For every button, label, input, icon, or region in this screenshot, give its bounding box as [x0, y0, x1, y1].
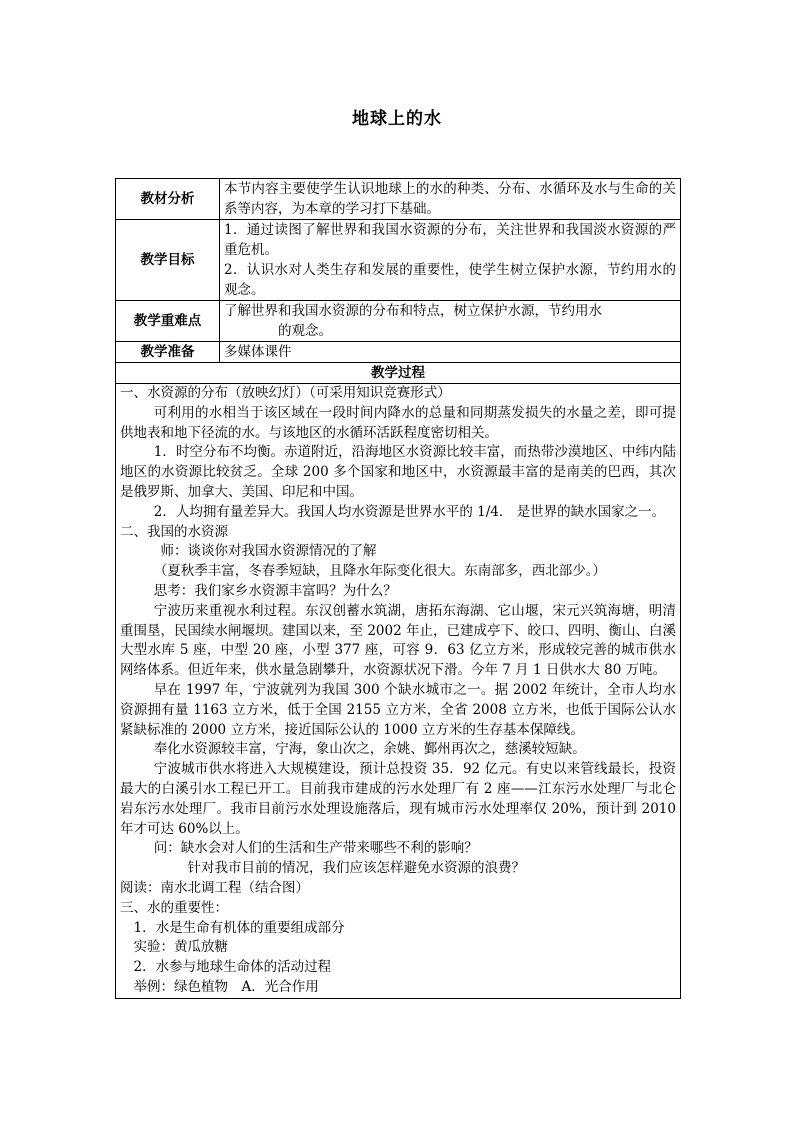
- table-row-material-analysis: [116, 179, 681, 220]
- goal-item-2: 2．认识水对人类生存和发展的重要性，使学生树立保护水源，节约用水的观念。: [224, 262, 676, 298]
- lesson-plan-table: [115, 178, 681, 999]
- process-paragraph: 问：缺水会对人们的生活和生产带来哪些不利的影响？: [153, 840, 478, 857]
- key-points-line-2: 的观念。: [278, 323, 332, 339]
- content-teaching-goals: [220, 220, 681, 301]
- document-title: 地球上的水: [352, 109, 442, 129]
- content-key-points: [220, 301, 681, 342]
- process-paragraph: 宁波历来重视水利过程。东汉创蓄水筑湖，唐拓东海湖、它山堰，宋元兴筑海塘，明清重围垦，民国续水闸堰坝。建国以来，至 2002 年止，已建成亭下、皎口、四明、衡山、白溪大型水库 5 座，中型 20 座，小型 377 座，可容 9．63 亿立方米，形成较完善的城市供水网络体系。但近年来，供水量急剧攀升，水资源状况下滑。今年 7 月 1 日供水大 80 万吨。: [120, 602, 676, 679]
- goal-item-1: 1．通过读图了解世界和我国水资源的分布，关注世界和我国淡水资源的严重危机。: [224, 222, 676, 258]
- process-paragraph: （夏秋季丰富，冬春季短缺，且降水年际变化很大。东南部多，西北部少。）: [153, 563, 606, 580]
- label-preparation: 教学准备: [116, 342, 220, 363]
- label-key-points: 教学重难点: [116, 301, 220, 342]
- label-teaching-goals: 教学目标: [116, 220, 220, 301]
- process-paragraph: 实验：黄瓜放糖: [133, 939, 228, 956]
- process-paragraph: 三、水的重要性：: [120, 899, 228, 916]
- content-material-analysis: 本节内容主要使学生认识地球上的水的种类、分布、水循环及水与生命的关系等内容，为本章的学习打下基础。: [220, 179, 681, 220]
- process-paragraph: 2．水参与地球生命体的活动过程: [133, 959, 332, 976]
- label-material-analysis: 教材分析: [116, 179, 220, 220]
- process-paragraph: 1．水是生命有机体的重要组成部分: [133, 919, 345, 936]
- process-paragraph: 举例：绿色植物 A．光合作用: [133, 978, 319, 995]
- process-paragraph: 宁波城市供水将进入大规模建设，预计总投资 35．92 亿元。有史以来管线最长，投资最大的白溪引水工程已开工。目前我市建成的污水处理厂有 2 座——江东污水处理厂与北仑岩东污水处理厂。我市目前污水处理设施落后，现有城市污水处理率仅 20%，预计到 2010 年才可达 60%以上。: [120, 761, 676, 837]
- table-row-process-body: [116, 384, 681, 999]
- process-paragraph: 奉化水资源较丰富，宁海，象山次之，余姚、鄞州再次之，慈溪较短缺。: [153, 741, 586, 758]
- process-paragraph: 二、我国的水资源: [120, 523, 228, 540]
- table-row-process-heading: [116, 363, 681, 384]
- process-paragraph: 2．人均拥有量差异大。我国人均水资源是世界水平的 1/4． 是世界的缺水国家之一。: [153, 503, 666, 520]
- process-paragraph: 早在 1997 年，宁波就列为我国 300 个缺水城市之一。据 2002 年统计，全市人均水资源拥有量 1163 立方米，低于全国 2155 立方米，全省 2008 立方米，也低于国际公认水紧缺标准的 2000 立方米，接近国际公认的 1000 立方米的生存基本保障线。: [120, 681, 676, 738]
- content-preparation: 多媒体课件: [220, 342, 681, 363]
- key-points-line-1: 了解世界和我国水资源的分布和特点，树立保护水源，节约用水: [224, 303, 602, 319]
- process-paragraph: 阅读：南水北调工程（结合图）: [120, 879, 309, 896]
- process-paragraph: 一、水资源的分布（放映幻灯）（可采用知识竞赛形式）: [120, 385, 451, 401]
- process-paragraph: 针对我市目前的情况，我们应该怎样避免水资源的浪费？: [187, 860, 525, 877]
- table-row-key-points: [116, 301, 681, 342]
- table-row-teaching-goals: [116, 220, 681, 301]
- process-body: [116, 384, 681, 999]
- process-paragraph: 可利用的水相当于该区域在一段时间内降水的总量和同期蒸发损失的水量之差，即可提供地表和地下径流的水。与该地区的水循环活跃程度密切相关。: [120, 404, 676, 441]
- process-paragraph: 师：谈谈你对我国水资源情况的了解: [160, 543, 377, 560]
- process-paragraph: 思考：我们家乡水资源丰富吗？为什么？: [153, 582, 397, 599]
- process-heading: 教学过程: [116, 363, 681, 384]
- process-paragraph: 1．时空分布不均衡。赤道附近，沿海地区水资源比较丰富，而热带沙漠地区、中纬内陆地区的水资源比较贫乏。全球 200 多个国家和地区中，水资源最丰富的是南美的巴西，其次是俄罗斯、加拿大、美国、印尼和中国。: [120, 444, 676, 500]
- table-row-preparation: [116, 342, 681, 363]
